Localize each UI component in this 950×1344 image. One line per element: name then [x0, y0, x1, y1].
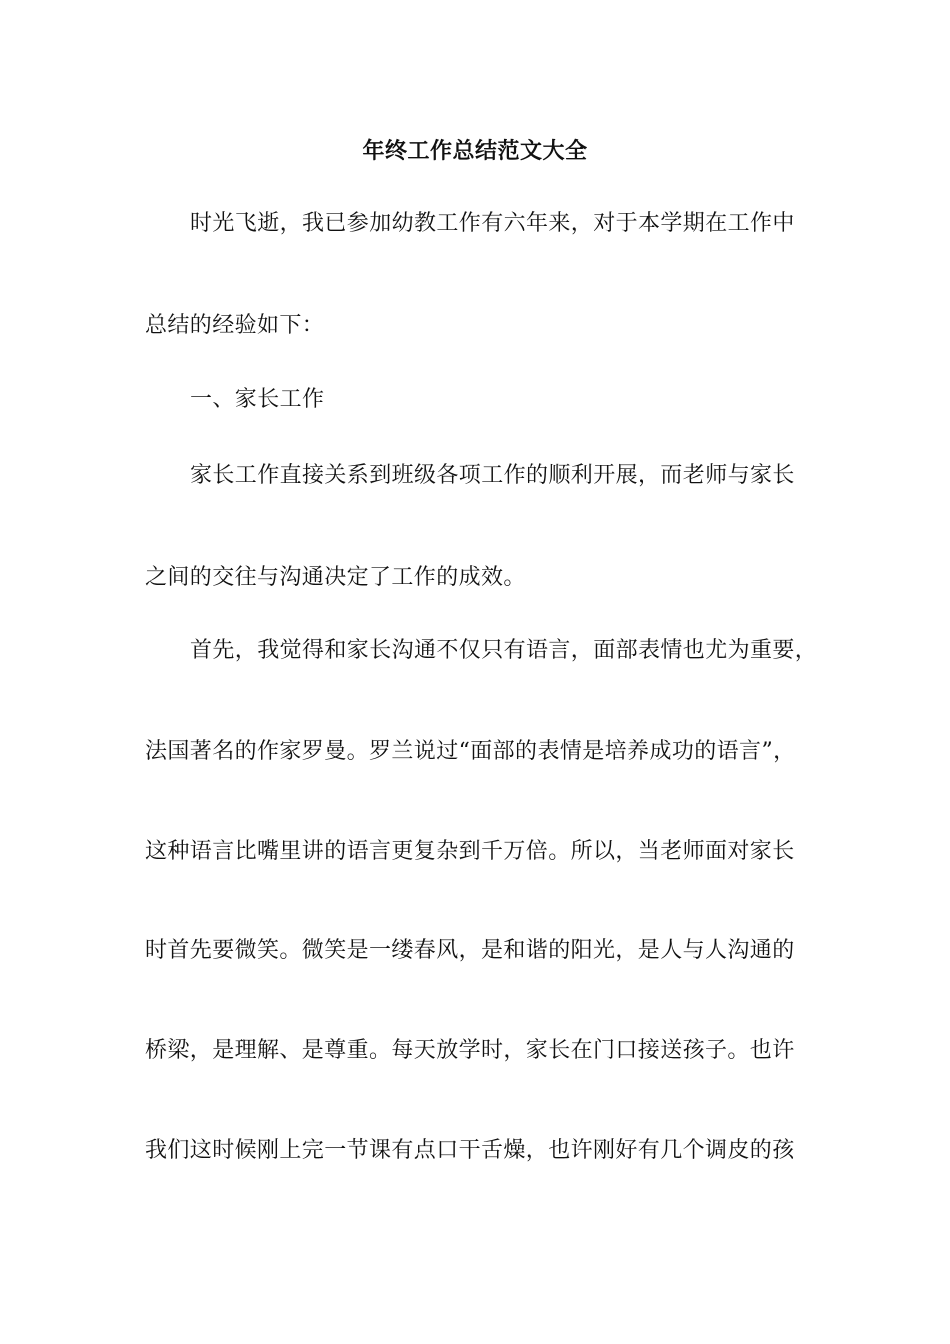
document-title: 年终工作总结范文大全 — [362, 138, 588, 164]
paragraph-line: 时光飞逝，我已参加幼教工作有六年来，对于本学期在工作中 — [190, 211, 795, 236]
paragraph-line: 总结的经验如下： — [145, 313, 325, 338]
paragraph-line: 桥梁，是理解、是尊重。每天放学时，家长在门口接送孩子。也许 — [145, 1038, 795, 1063]
paragraph-line: 之间的交往与沟通决定了工作的成效。 — [145, 565, 526, 590]
paragraph-line: 时首先要微笑。微笑是一缕春风，是和谐的阳光，是人与人沟通的 — [145, 938, 795, 963]
paragraph-line: 家长工作直接关系到班级各项工作的顺利开展，而老师与家长 — [190, 463, 795, 488]
paragraph-line: 法国著名的作家罗曼。罗兰说过“面部的表情是培养成功的语言”， — [145, 739, 796, 764]
paragraph-line: 首先，我觉得和家长沟通不仅只有语言，面部表情也尤为重要， — [190, 638, 818, 663]
paragraph-line: 我们这时候刚上完一节课有点口干舌燥，也许刚好有几个调皮的孩 — [145, 1138, 795, 1163]
paragraph-line: 这种语言比嘴里讲的语言更复杂到千万倍。所以，当老师面对家长 — [145, 839, 795, 864]
section-heading: 一、家长工作 — [190, 387, 325, 412]
